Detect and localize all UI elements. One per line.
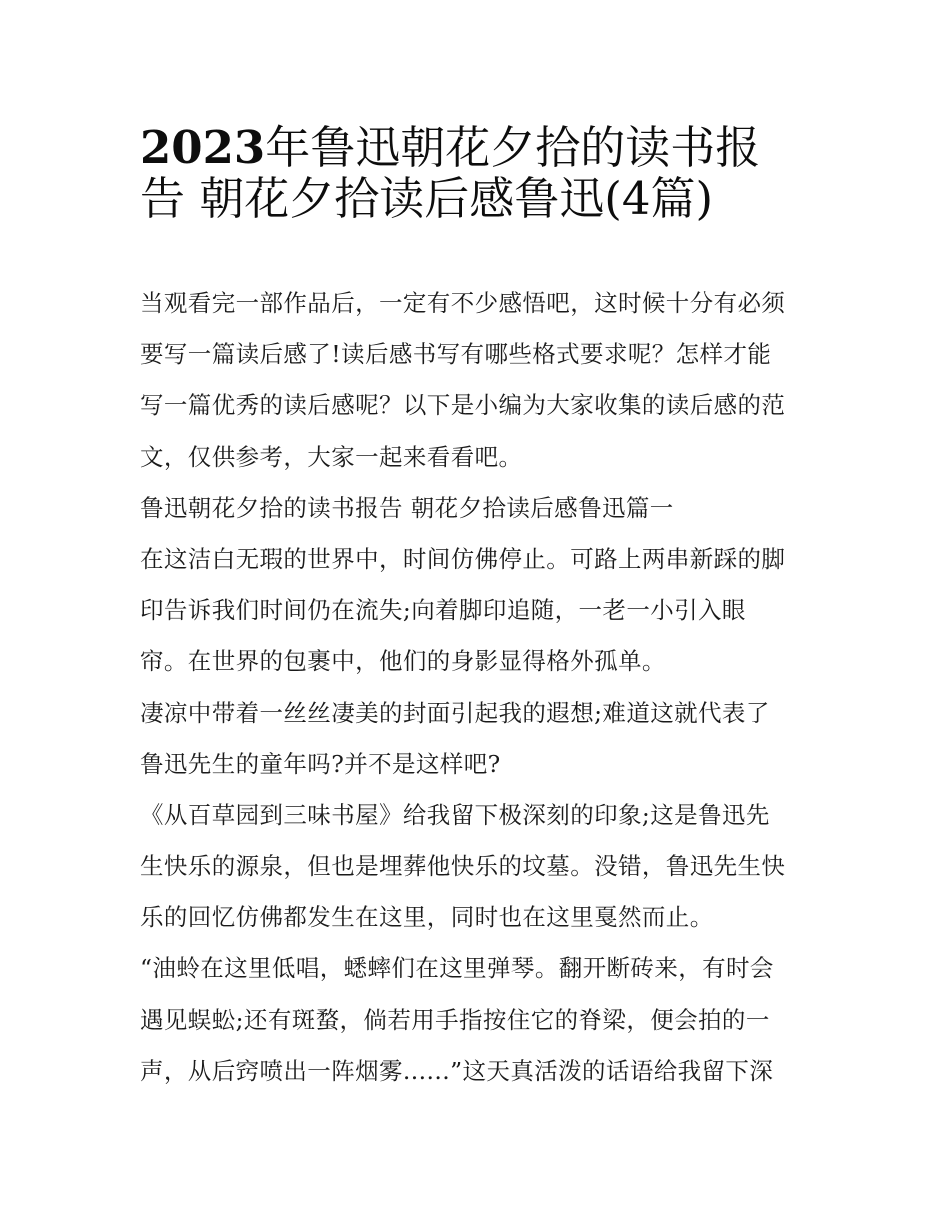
text-line: 声，从后窍喷出一阵烟雾......”这天真活泼的话语给我留下深 xyxy=(140,1056,774,1085)
body-paragraph xyxy=(140,688,815,790)
text-line: 印告诉我们时间仍在流失;向着脚印追随，一老一小引入眼 xyxy=(140,596,746,625)
title-line-2: 告 朝花夕拾读后感鲁迅(4篇) xyxy=(140,172,714,226)
document-body xyxy=(140,278,815,1097)
text-line: 当观看完一部作品后，一定有不少感悟吧，这时候十分有必须 xyxy=(140,289,786,317)
title-line-1-text: 年鲁迅朝花夕拾的读书报 xyxy=(265,121,761,174)
text-line: 遇见蜈蚣;还有斑蝥，倘若用手指按住它的脊梁，便会拍的一 xyxy=(140,1005,770,1034)
text-line: 生快乐的源泉，但也是埋葬他快乐的坟墓。没错，鲁迅先生快 xyxy=(140,852,786,881)
body-paragraph xyxy=(140,790,815,944)
document-title xyxy=(140,112,820,226)
text-line: 写一篇优秀的读后感呢？以下是小编为大家收集的读后感的范 xyxy=(140,391,786,420)
text-line: 凄凉中带着一丝丝凄美的封面引起我的遐想;难道这就代表了 xyxy=(140,698,770,727)
body-paragraph xyxy=(140,534,815,688)
text-line: 鲁迅朝花夕拾的读书报告 朝花夕拾读后感鲁迅篇一 xyxy=(140,493,674,522)
title-line-1 xyxy=(140,112,820,174)
intro-paragraph xyxy=(140,278,815,483)
text-line: 《从百草园到三味书屋》给我留下极深刻的印象;这是鲁迅先 xyxy=(140,800,770,829)
title-year: 2023 xyxy=(140,121,266,174)
text-line: 帘。在世界的包裹中，他们的身影显得格外孤单。 xyxy=(140,647,666,676)
text-line: 乐的回忆仿佛都发生在这里，同时也在这里戛然而止。 xyxy=(140,903,714,932)
text-line: 要写一篇读后感了!读后感书写有哪些格式要求呢？怎样才能 xyxy=(140,340,772,369)
text-line: 在这洁白无瑕的世界中，时间仿佛停止。可路上两串新踩的脚 xyxy=(140,544,786,573)
text-line: “油蛉在这里低唱，蟋蟀们在这里弹琴。翻开断砖来，有时会 xyxy=(140,954,774,983)
text-line: 鲁迅先生的童年吗?并不是这样吧? xyxy=(140,749,501,778)
section-heading xyxy=(140,483,815,534)
text-line: 文，仅供参考，大家一起来看看吧。 xyxy=(140,442,523,471)
body-paragraph xyxy=(140,943,815,1097)
